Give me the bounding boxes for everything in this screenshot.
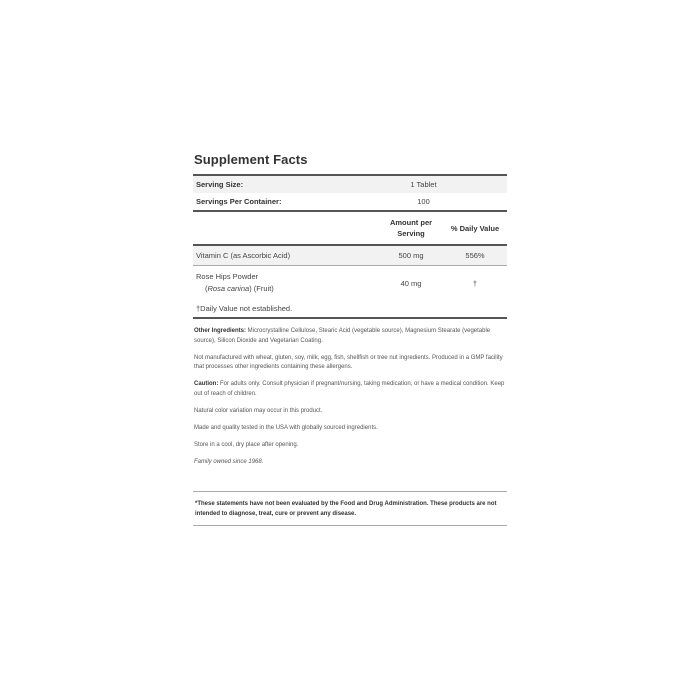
- servings-per-container-value: 100: [417, 197, 430, 206]
- storage-note: Store in a cool, dry place after opening.: [194, 441, 299, 448]
- panel-title: Supplement Facts: [194, 152, 308, 167]
- daily-value-header: % Daily Value: [450, 223, 500, 233]
- nutrient-name-block: [193, 271, 379, 295]
- disclaimer-top-rule: [193, 491, 507, 492]
- other-ingredients-text: Microcrystalline Cellulose, Stearic Acid (vegetable source), Magnesium Stearate (vegetable source), Silicon Dioxide and Vegetarian Coating.: [194, 328, 491, 344]
- paren-open: (: [205, 284, 208, 293]
- nutrient-row-vitamin-c: [193, 246, 507, 265]
- fda-disclaimer: *These statements have not been evaluated by the Food and Drug Administration. These products are not intended to diagnose, treat, cure or prevent any disease.: [195, 500, 497, 517]
- allergen-note: Not manufactured with wheat, gluten, soy, milk, egg, fish, shellfish or tree nut ingredients. Produced in a GMP facility that processes other ingredients containing these allergens.: [194, 354, 503, 370]
- nutrient-daily-value: †: [472, 278, 478, 288]
- nutrient-name: Rose Hips Powder: [196, 272, 259, 281]
- servings-per-container-row: [193, 193, 507, 210]
- amount-header-line1: Amount per: [389, 218, 433, 227]
- nutrient-name: Vitamin C (as Ascorbic Acid): [196, 251, 291, 260]
- nutrient-row-rose-hips: [193, 266, 507, 300]
- dagger-note-row: [193, 300, 507, 317]
- nutrient-daily-value: 556%: [465, 251, 485, 260]
- caution-label: Caution:: [194, 381, 219, 387]
- other-ingredients-label: Other Ingredients:: [194, 328, 247, 334]
- serving-size-label: Serving Size:: [196, 180, 244, 189]
- paren-close: ): [249, 284, 252, 293]
- species-name: Rosa canina: [207, 284, 250, 293]
- family-note: Family owned since 1968.: [194, 458, 264, 465]
- caution-text: For adults only. Consult physician if pregnant/nursing, taking medication, or have a medical condition. Keep out of reach of children.: [194, 381, 505, 397]
- nutrient-amount: 500 mg: [398, 251, 424, 260]
- servings-per-container-label: Servings Per Container:: [196, 197, 282, 206]
- amount-per-serving-header: [379, 217, 443, 239]
- disclaimer-bottom-rule: [193, 525, 507, 526]
- amount-header-line2: Serving: [397, 229, 425, 238]
- plant-part: (Fruit): [251, 284, 274, 293]
- nutrient-source: [196, 284, 274, 293]
- serving-size-value: 1 Tablet: [410, 180, 437, 189]
- column-header-row: [193, 212, 507, 244]
- nutrient-amount: 40 mg: [400, 278, 422, 288]
- caution: [194, 380, 506, 399]
- made-in-note: Made and quality tested in the USA with globally sourced ingredients.: [194, 424, 378, 431]
- supplement-facts-panel: [193, 152, 507, 526]
- spacer: [193, 319, 507, 327]
- serving-size-row: [193, 176, 507, 193]
- dagger-note: †Daily Value not established.: [196, 304, 293, 313]
- color-note: Natural color variation may occur in this product.: [194, 407, 323, 414]
- other-ingredients: [194, 327, 506, 346]
- spacer: [193, 475, 507, 491]
